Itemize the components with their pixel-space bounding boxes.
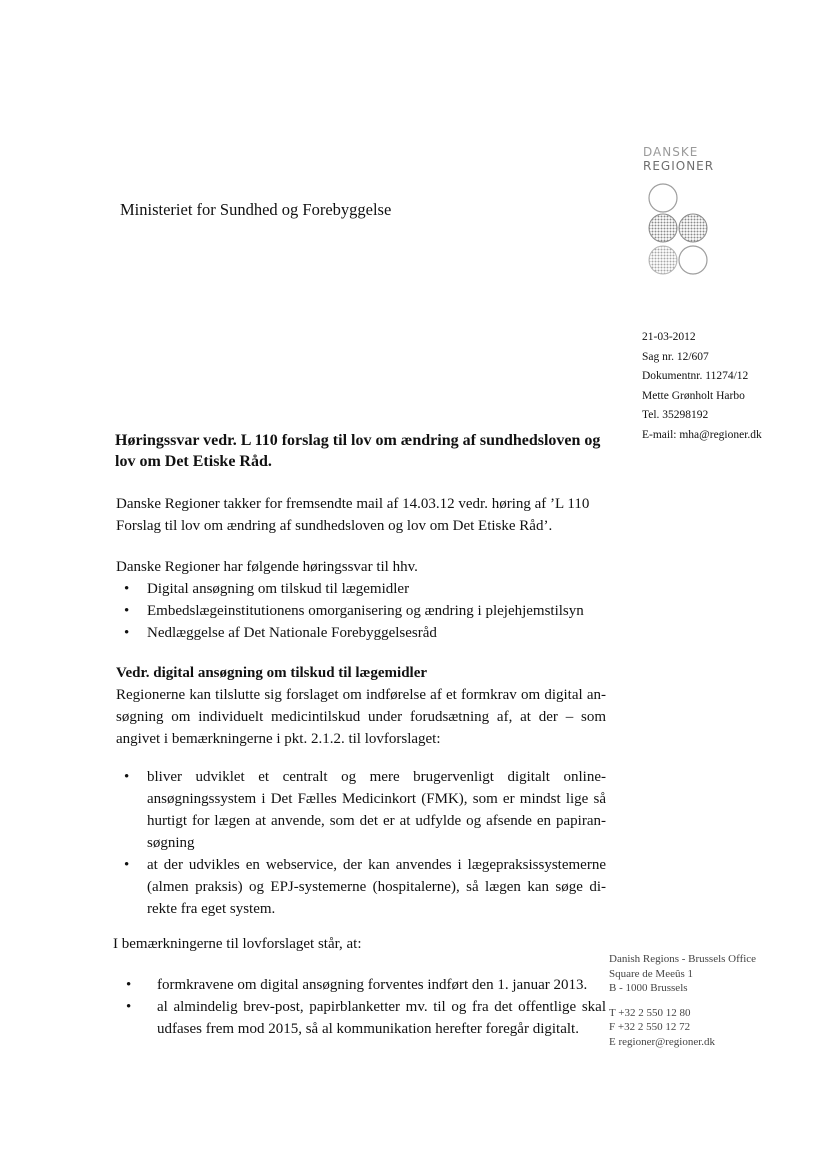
- list-item: • Embedslægeinstitutionens omorganisering og ændring i plejehjemstilsyn: [116, 600, 606, 622]
- intro-paragraph: Danske Regioner takker for fremsendte mail af 14.03.12 vedr. høring af ’L 110 Forslag til lov om ændring af sundhedsloven og lov om Det Etiske Råd’.: [116, 496, 590, 534]
- footer-email: E regioner@regioner.dk: [609, 1035, 716, 1048]
- meta-contact-person: Mette Grønholt Harbo: [642, 389, 745, 402]
- meta-telephone: Tel. 35298192: [642, 409, 709, 421]
- logo-line-1: DANSKE: [643, 145, 699, 159]
- recipient: Ministeriet for Sundhed og Forebyggelse: [120, 200, 392, 219]
- section-heading: Vedr. digital ansøgning om tilskud til lægemidler: [116, 665, 428, 681]
- meta-document-number: Dokumentnr. 11274/12: [642, 370, 749, 382]
- list-item: • formkravene om digital ansøgning forventes indført den 1. januar 2013.: [118, 974, 606, 996]
- list-item: • Digital ansøgning om tilskud til lægemidler: [116, 578, 606, 600]
- logo-circle-bottom-right: [679, 246, 707, 274]
- footer-city: B - 1000 Brussels: [609, 982, 688, 994]
- conditions-list: [116, 766, 606, 920]
- list-item: • bliver udviklet et centralt og mere brugervenligt digitalt onlineansøgningssystem i Det Fælles Medicinkort (FMK), som er mindst lige så hurtigt for lægen at anvende, som det er at udfylde og afsende en papiransøgning: [116, 766, 606, 854]
- letter-title: Høringssvar vedr. L 110 forslag til lov om ændring af sundhedsloven og lov om Det Etiske Råd.: [115, 432, 601, 470]
- meta-email: E-mail: mha@regioner.dk: [642, 428, 762, 441]
- logo-circle-mid-left: [649, 214, 677, 242]
- topics-intro: Danske Regioner har følgende høringssvar til hhv.: [116, 559, 418, 575]
- list-item: • at der udvikles en webservice, der kan anvendes i lægepraksissystemerne (almen praksis) og EPJ-systemerne (hospitalerne), så lægen kan søge direkte fra eget system.: [116, 854, 606, 920]
- meta-case-number: Sag nr. 12/607: [642, 350, 709, 363]
- danske-regioner-logo-text: [643, 145, 753, 173]
- footer-org: Danish Regions - Brussels Office: [609, 953, 757, 965]
- brussels-office-address: [609, 952, 779, 1049]
- section-paragraph: Regionerne kan tilslutte sig forslaget om indførelse af et formkrav om digital ansøgning om individuelt medicintilskud under forudsætning af, at der – som angivet i bemærkningerne i pkt. 2.1.2. til lovforslaget:: [116, 687, 606, 747]
- list-item: • Nedlæggelse af Det Nationale Forebyggelsesråd: [116, 622, 606, 644]
- footer-fax: F +32 2 550 12 72: [609, 1021, 691, 1033]
- topics-list: [116, 578, 606, 644]
- logo-circle-top: [649, 184, 677, 212]
- document-meta: [642, 328, 812, 445]
- remarks-intro: I bemærkningerne til lovforslaget står, at:: [113, 936, 362, 952]
- logo-circle-mid-right: [679, 214, 707, 242]
- footer-street: Square de Meeûs 1: [609, 967, 694, 980]
- footer-phone: T +32 2 550 12 80: [609, 1006, 691, 1019]
- consultation-topics: [116, 556, 606, 644]
- list-item: • al almindelig brev-post, papirblanketter mv. til og fra det offentlige skal udfases frem mod 2015, så al kommunikation herefter foregår digitalt.: [118, 996, 606, 1040]
- logo-circle-bottom-left: [649, 246, 677, 274]
- remarks-list: [118, 974, 606, 1040]
- meta-date: 21-03-2012: [642, 331, 696, 343]
- danske-regioner-logo-circles: [636, 182, 718, 290]
- logo-line-2: REGIONER: [643, 159, 715, 173]
